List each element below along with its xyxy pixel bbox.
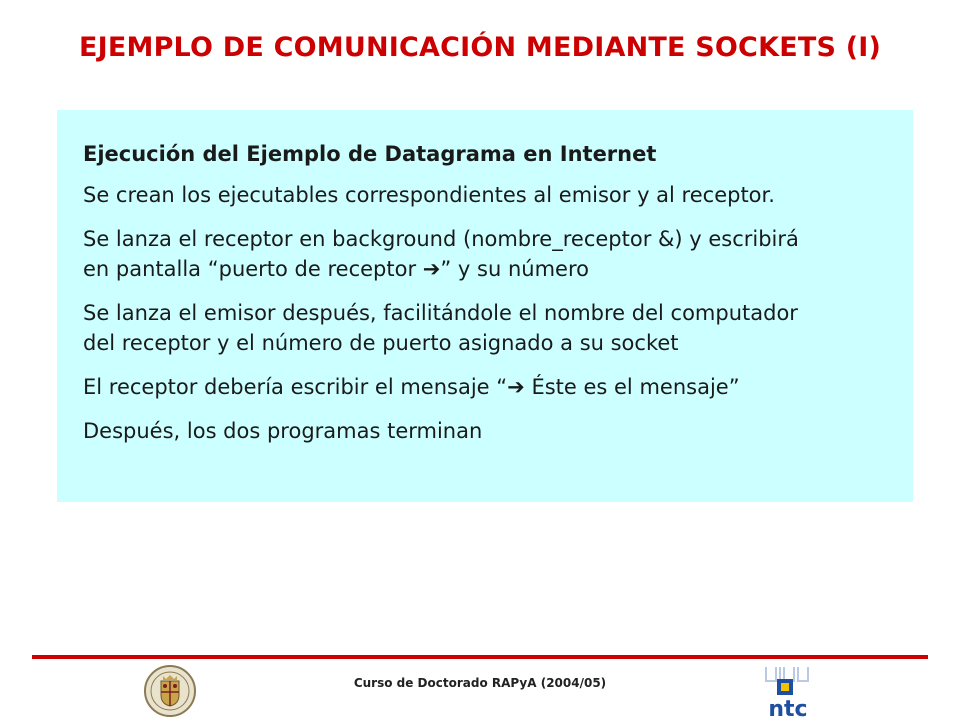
university-seal-icon [143, 664, 197, 718]
paragraph-text: Se lanza el emisor después, facilitándole el nombre del computador [83, 301, 798, 325]
footer-divider [32, 655, 928, 659]
arrow-right-icon: ➔ [422, 257, 441, 281]
paragraph-text: en pantalla “puerto de receptor [83, 257, 423, 281]
course-footer-text: Curso de Doctorado RAPyA (2004/05) [353, 676, 607, 690]
ntc-logo-icon [758, 663, 818, 719]
arrow-right-icon: ➔ [507, 375, 525, 399]
paragraph-executables: Se crean los ejecutables correspondientes al emisor y al receptor. [83, 183, 775, 207]
paragraph-programs-end: Después, los dos programas terminan [83, 419, 483, 443]
section-subtitle: Ejecución del Ejemplo de Datagrama en Internet [83, 142, 657, 166]
paragraph-launch-sender [83, 298, 887, 358]
paragraph-text: Éste es el mensaje” [524, 375, 740, 399]
content-box [57, 110, 913, 502]
paragraph-text: del receptor y el número de puerto asignado a su socket [83, 331, 679, 355]
paragraph-receiver-message [83, 372, 887, 402]
paragraph-text: ” y su número [440, 257, 589, 281]
ntc-logo-text: ntc [768, 697, 808, 719]
paragraph-text: Se lanza el receptor en background (nombre_receptor &) y escribirá [83, 227, 799, 251]
slide-title: EJEMPLO DE COMUNICACIÓN MEDIANTE SOCKETS (I) [78, 32, 882, 63]
paragraph-launch-receiver [83, 224, 887, 284]
paragraph-text: El receptor debería escribir el mensaje “ [83, 375, 508, 399]
